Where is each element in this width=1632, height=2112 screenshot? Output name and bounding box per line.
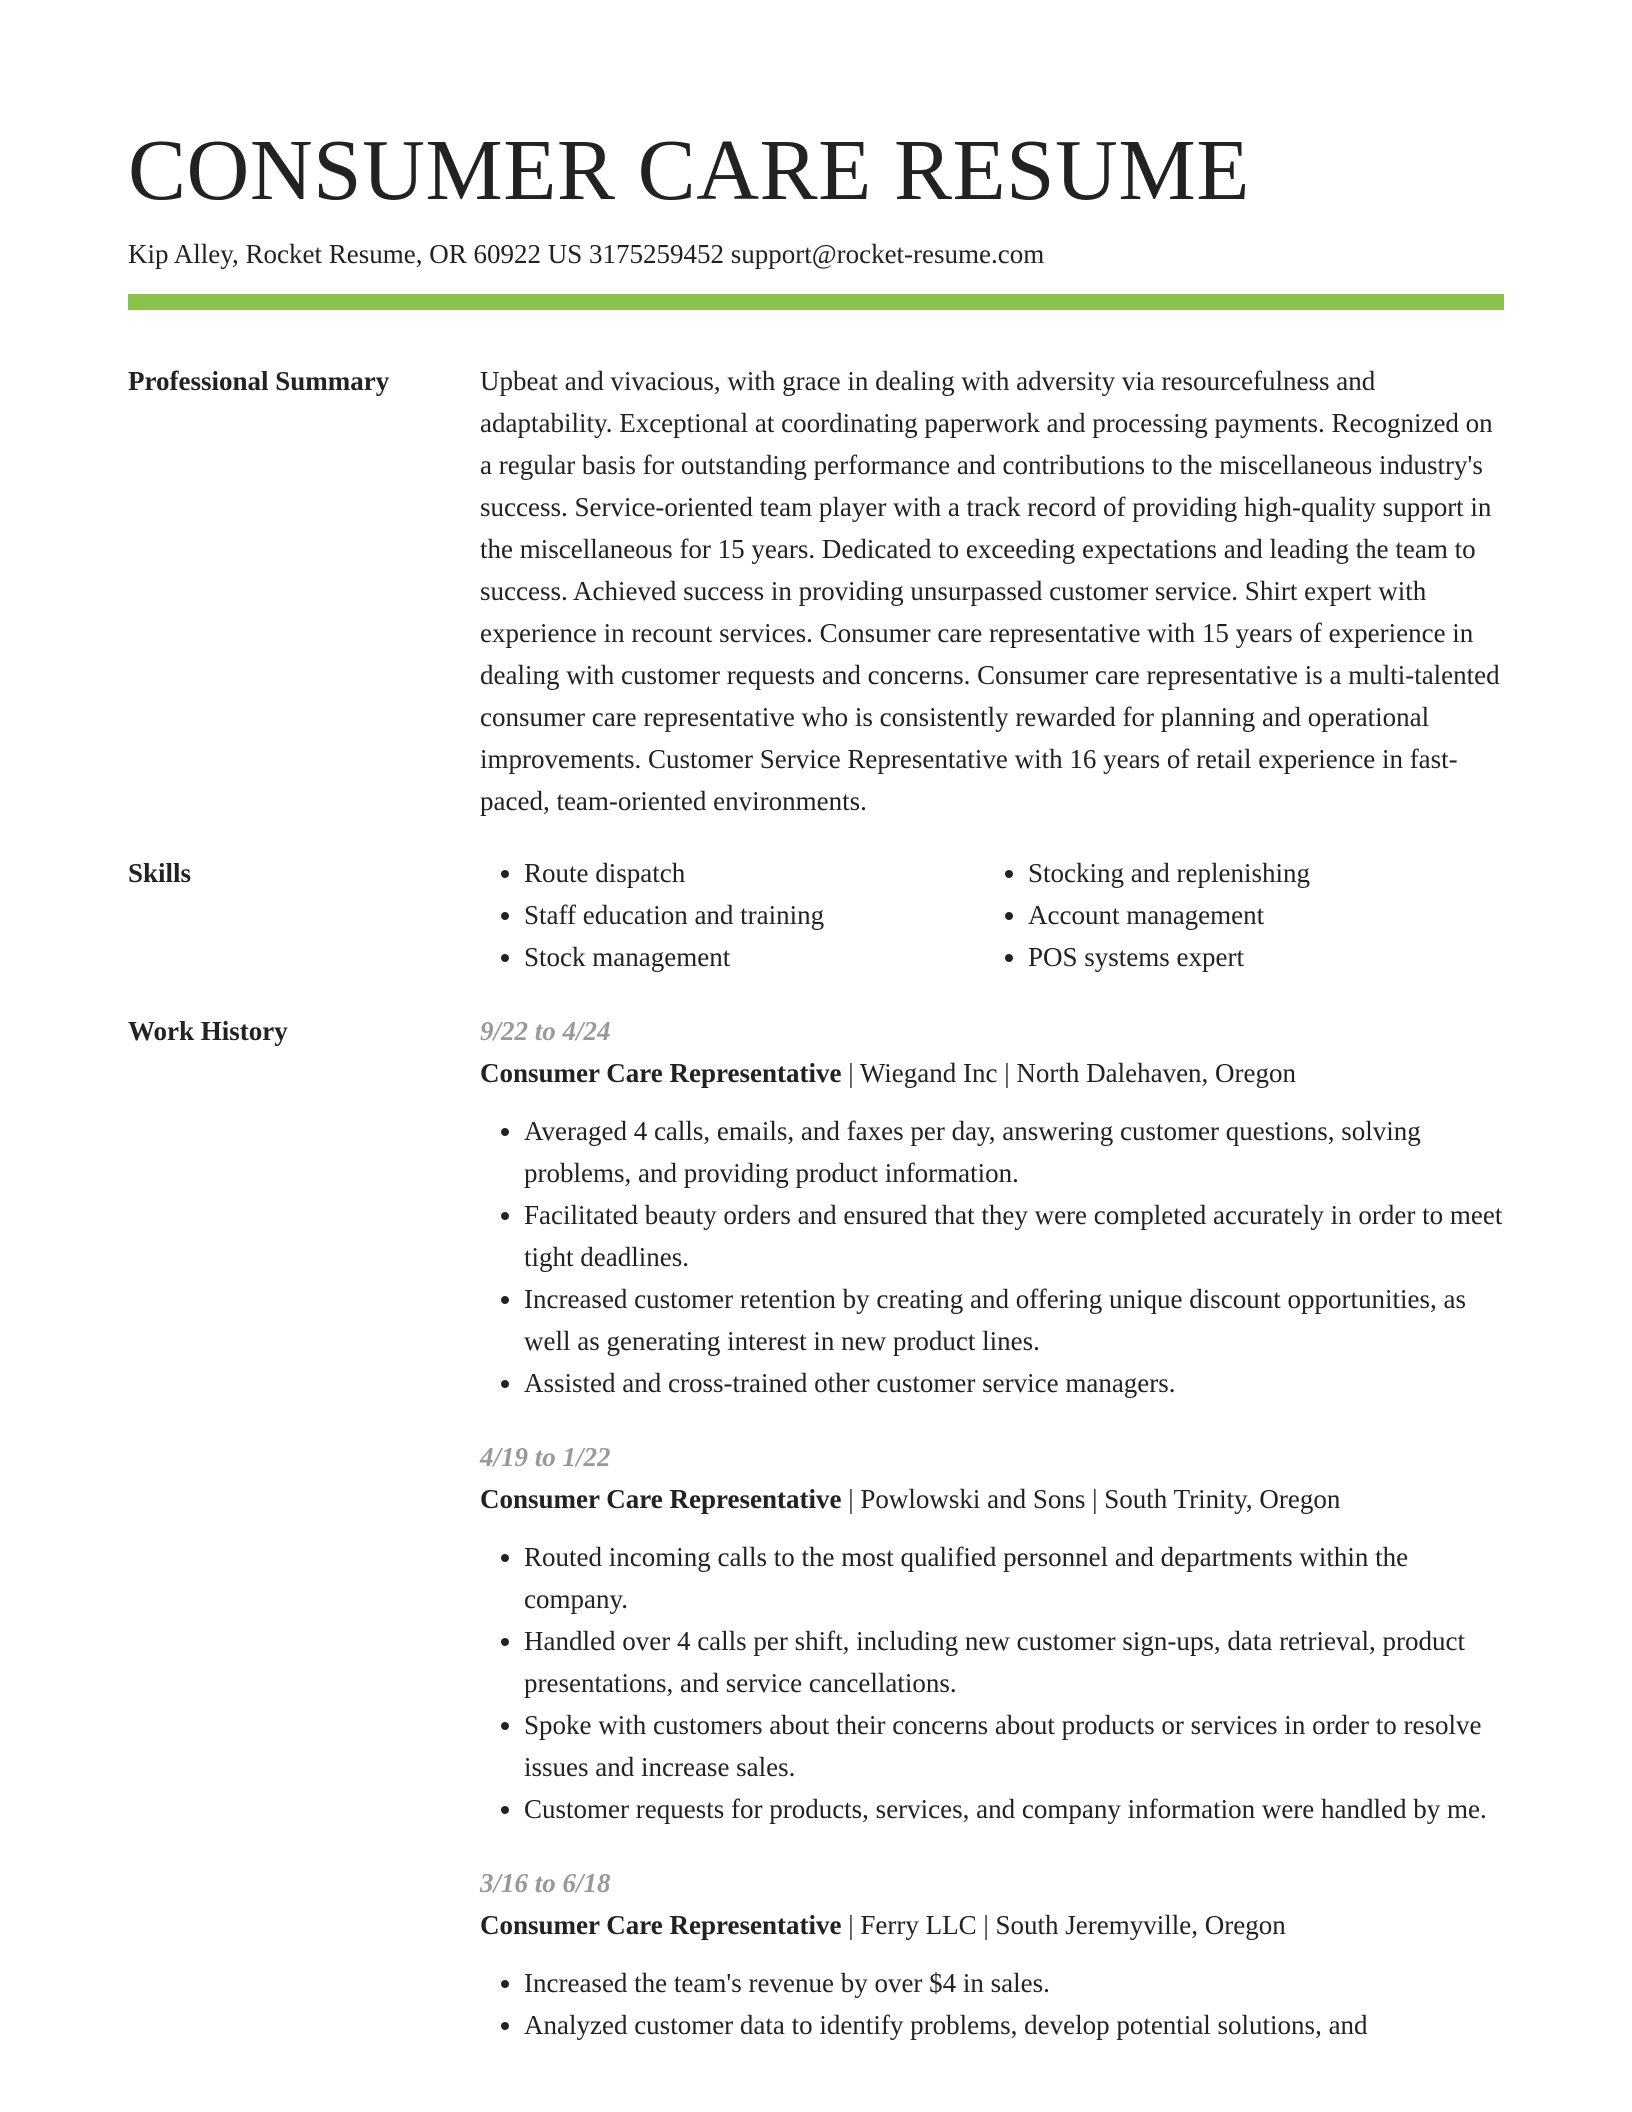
job-bullet: • Handled over 4 calls per shift, including new customer sign-ups, data retrieval, product presentations, and service cancellations. [524, 1620, 1504, 1704]
job-bullets [480, 1110, 1504, 1404]
job-dates: 9/22 to 4/24 [480, 1016, 611, 1046]
summary-heading: Professional Summary [128, 366, 390, 396]
job-bullets [480, 1536, 1504, 1830]
skill-item: • Account management [1028, 894, 1488, 936]
job-bullet: • Averaged 4 calls, emails, and faxes per day, answering customer questions, solving problems, and providing product information. [524, 1110, 1504, 1194]
job-header [480, 1052, 1504, 1094]
skill-item: • Staff education and training [524, 894, 984, 936]
job-bullet: • Spoke with customers about their concerns about products or services in order to resolve issues and increase sales. [524, 1704, 1504, 1788]
job-bullet: • Customer requests for products, services, and company information were handled by me. [524, 1788, 1504, 1830]
job-title: Consumer Care Representative [480, 1484, 842, 1514]
work-history-section [128, 1010, 1504, 2078]
job-bullet: • Increased customer retention by creating and offering unique discount opportunities, as well as generating interest in new product lines. [524, 1278, 1504, 1362]
job-details: | Wiegand Inc | North Dalehaven, Oregon [841, 1058, 1297, 1088]
job-bullet: • Facilitated beauty orders and ensured that they were completed accurately in order to meet tight deadlines. [524, 1194, 1504, 1278]
job-details: | Powlowski and Sons | South Trinity, Oregon [841, 1484, 1341, 1514]
skills-list-right [984, 852, 1488, 978]
work-history-heading: Work History [128, 1016, 288, 1046]
job-entry [480, 1862, 1504, 2046]
job-title: Consumer Care Representative [480, 1058, 842, 1088]
contact-line: Kip Alley, Rocket Resume, OR 60922 US 3175259452 support@rocket-resume.com [128, 239, 1045, 269]
resume-page [128, 0, 1504, 2078]
skill-item: • Stocking and replenishing [1028, 852, 1488, 894]
job-header [480, 1904, 1504, 1946]
job-entry [480, 1436, 1504, 1830]
skills-heading: Skills [128, 858, 192, 888]
job-title: Consumer Care Representative [480, 1910, 842, 1940]
resume-title: CONSUMER CARE RESUME [128, 121, 1250, 218]
skills-section [128, 852, 1504, 978]
skill-item: • Route dispatch [524, 852, 984, 894]
job-dates: 3/16 to 6/18 [480, 1868, 611, 1898]
job-bullet: • Increased the team's revenue by over $4 in sales. [524, 1962, 1504, 2004]
summary-text: Upbeat and vivacious, with grace in dealing with adversity via resourcefulness and adaptability. Exceptional at coordinating paperwork and processing payments. Recognized on a regular basis for outstanding performance and contributions to the miscellaneous industry's success. Service-oriented team player with a track record of providing high-quality support in the miscellaneous for 15 years. Dedicated to exceeding expectations and leading the team to success. Achieved success in providing unsurpassed customer service. Shirt expert with experience in recount services. Consumer care representative with 15 years of experience in dealing with customer requests and concerns. Consumer care representative is a multi-talented consumer care representative who is consistently rewarded for planning and operational improvements. Customer Service Representative with 16 years of retail experience in fast-paced, team-oriented environments. [480, 366, 1500, 816]
skills-list-left [480, 852, 984, 978]
job-bullet: • Assisted and cross-trained other customer service managers. [524, 1362, 1504, 1404]
job-bullets [480, 1962, 1504, 2046]
accent-divider [128, 294, 1504, 310]
job-bullet: • Analyzed customer data to identify problems, develop potential solutions, and [524, 2004, 1504, 2046]
skill-item: • Stock management [524, 936, 984, 978]
skill-item: • POS systems expert [1028, 936, 1488, 978]
job-details: | Ferry LLC | South Jeremyville, Oregon [841, 1910, 1286, 1940]
job-header [480, 1478, 1504, 1520]
job-entry [480, 1010, 1504, 1404]
job-bullet: • Routed incoming calls to the most qualified personnel and departments within the company. [524, 1536, 1504, 1620]
job-dates: 4/19 to 1/22 [480, 1442, 611, 1472]
summary-section [128, 360, 1504, 822]
